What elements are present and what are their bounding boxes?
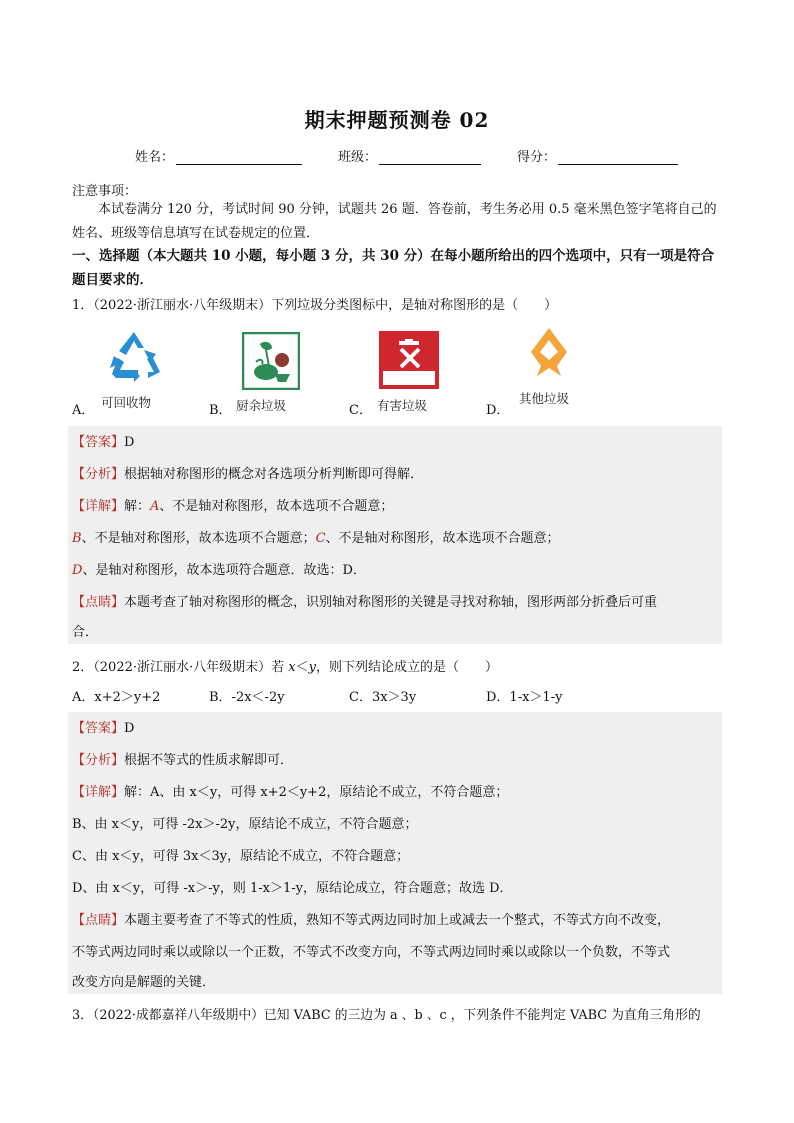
page-title: 期末押题预测卷 02 (304, 108, 490, 132)
q1-comment-line-2: 合． (72, 625, 99, 640)
comment-tag: 【点睛】 (72, 913, 125, 928)
score-field-group (517, 146, 678, 165)
q2-stem-lt: ＜ (295, 660, 309, 675)
q1-detail-line-3 (72, 559, 366, 578)
q2-analysis: 根据不等式的性质求解即可． (124, 753, 294, 768)
score-blank[interactable] (558, 150, 678, 165)
q1-comment-text-1: 本题考查了轴对称图形的概念，识别轴对称图形的关键是寻找对称轴，图形两部分折叠后可重 (124, 595, 658, 610)
q1-detail-line-2 (72, 527, 560, 546)
name-blank[interactable] (176, 150, 302, 165)
q2-option-a: A．x+2＞y+2 (72, 690, 161, 705)
q2-stem-prefix: 2．（2022·浙江丽水·八年级期末）若 (72, 660, 289, 675)
answer-tag: 【答案】 (72, 721, 125, 736)
name-label: 姓名： (135, 150, 175, 165)
q2-comment-line-1 (72, 909, 670, 928)
class-field-group (338, 146, 481, 165)
analysis-tag: 【分析】 (72, 467, 125, 482)
option-c-letter: C． (349, 403, 372, 418)
notice-heading: 注意事项： (72, 184, 138, 199)
q1-answer-line (72, 431, 134, 450)
q1-detail-intro: 解： (124, 499, 151, 514)
hazardous-waste-icon (379, 331, 439, 389)
q1-detail-letter-b: B (72, 531, 82, 546)
option-d-caption: 其他垃圾 (519, 391, 570, 406)
question-3-stem: 3．（2022·成都嘉祥八年级期中）已知 VABC 的三边为 a 、b 、c ，下列条件不能判定 VABC 为直角三角形的 (72, 1008, 701, 1023)
detail-tag: 【详解】 (72, 499, 125, 514)
q1-comment-line-1 (72, 591, 657, 610)
q1-detail-text-a: 、不是轴对称图形，故本选项不合题意； (159, 499, 394, 514)
question-2-stem (72, 656, 498, 675)
q2-detail-line-3: C、由 x＜y，可得 3x＜3y，原结论不成立，不符合题意； (72, 849, 410, 864)
q1-detail-text-c: 、不是轴对称图形，故本选项不合题意； (325, 531, 560, 546)
q2-analysis-line (72, 749, 293, 768)
q1-analysis: 根据轴对称图形的概念对各选项分析判断即可得解． (124, 467, 424, 482)
option-c-caption: 有害垃圾 (377, 398, 428, 413)
question-2-solution (68, 712, 722, 994)
q2-detail-line-2: B、由 x＜y，可得 -2x＞-2y，原结论不成立，不符合题意； (72, 817, 418, 832)
q2-detail-text-a: 解：A、由 x＜y，可得 x+2＜y+2，原结论不成立，不符合题意； (124, 785, 509, 800)
q1-answer: D (124, 435, 135, 450)
other-waste-icon (527, 326, 571, 380)
option-b-letter: B． (209, 403, 232, 418)
class-blank[interactable] (379, 150, 481, 165)
section-heading (72, 244, 727, 292)
section-heading-line-2: 题目要求的． (72, 272, 153, 288)
q2-option-c: C．3x＞3y (349, 690, 417, 705)
notice-body: 本试卷满分 120 分，考试时间 90 分钟，试题共 26 题．答卷前，考生务必用 0.5 毫米黑色签字笔将自己的姓名、班级等信息填写在试卷规定的位置． (72, 202, 717, 241)
question-1-solution (68, 426, 722, 644)
q2-comment-line-2: 不等式两边同时乘以或除以一个正数，不等式不改变方向，不等式两边同时乘以或除以一个负数，不等式 (72, 945, 671, 960)
class-label: 班级： (338, 150, 378, 165)
q1-detail-text-b: 、不是轴对称图形，故本选项不合题意； (81, 531, 316, 546)
section-heading-line-1: 一、选择题（本大题共 10 小题，每小题 3 分，共 30 分）在每小题所给出的四个选项中，只有一项是符合 (72, 248, 715, 264)
q2-answer: D (124, 721, 135, 736)
analysis-tag: 【分析】 (72, 753, 125, 768)
option-a-letter: A． (72, 403, 95, 418)
detail-tag: 【详解】 (72, 785, 125, 800)
q2-stem-var-y: y (308, 660, 316, 675)
q1-detail-line-1 (72, 495, 393, 514)
option-a-caption: 可回收物 (101, 395, 152, 410)
q1-detail-letter-a: A (150, 499, 160, 514)
answer-tag: 【答案】 (72, 435, 125, 450)
q2-comment-text-1: 本题主要考查了不等式的性质，熟知不等式两边同时加上或减去一个整式，不等式方向不改变， (124, 913, 671, 928)
q2-stem-var-x: x (288, 660, 296, 675)
comment-tag: 【点睛】 (72, 595, 125, 610)
q2-detail-line-1 (72, 781, 508, 800)
q1-detail-text-d: 、是轴对称图形，故本选项符合题意．故选：D． (82, 563, 366, 578)
q2-option-d: D．1-x＞1-y (486, 690, 563, 705)
option-d-letter: D． (486, 403, 510, 418)
q2-option-b: B．-2x＜-2y (209, 690, 285, 705)
recycle-icon (104, 328, 164, 384)
q1-detail-letter-c: C (315, 531, 326, 546)
score-label: 得分： (517, 150, 557, 165)
q2-answer-line (72, 717, 134, 736)
q1-detail-letter-d: D (72, 563, 83, 578)
option-b-caption: 厨余垃圾 (236, 398, 287, 413)
q2-comment-line-3: 改变方向是解题的关键． (72, 975, 216, 990)
q2-stem-suffix: ，则下列结论成立的是（ ） (315, 660, 498, 675)
question-1-options (72, 322, 727, 422)
kitchen-waste-icon (242, 332, 300, 390)
q2-detail-line-4: D、由 x＜y，可得 -x＞-y，则 1-x＞1-y，原结论成立，符合题意；故选 D． (72, 881, 513, 896)
q1-analysis-line (72, 463, 423, 482)
student-info-row (135, 146, 714, 165)
name-field-group (135, 146, 302, 165)
question-1-stem: 1．（2022·浙江丽水·八年级期末）下列垃圾分类图标中，是轴对称图形的是（ ） (72, 298, 558, 313)
